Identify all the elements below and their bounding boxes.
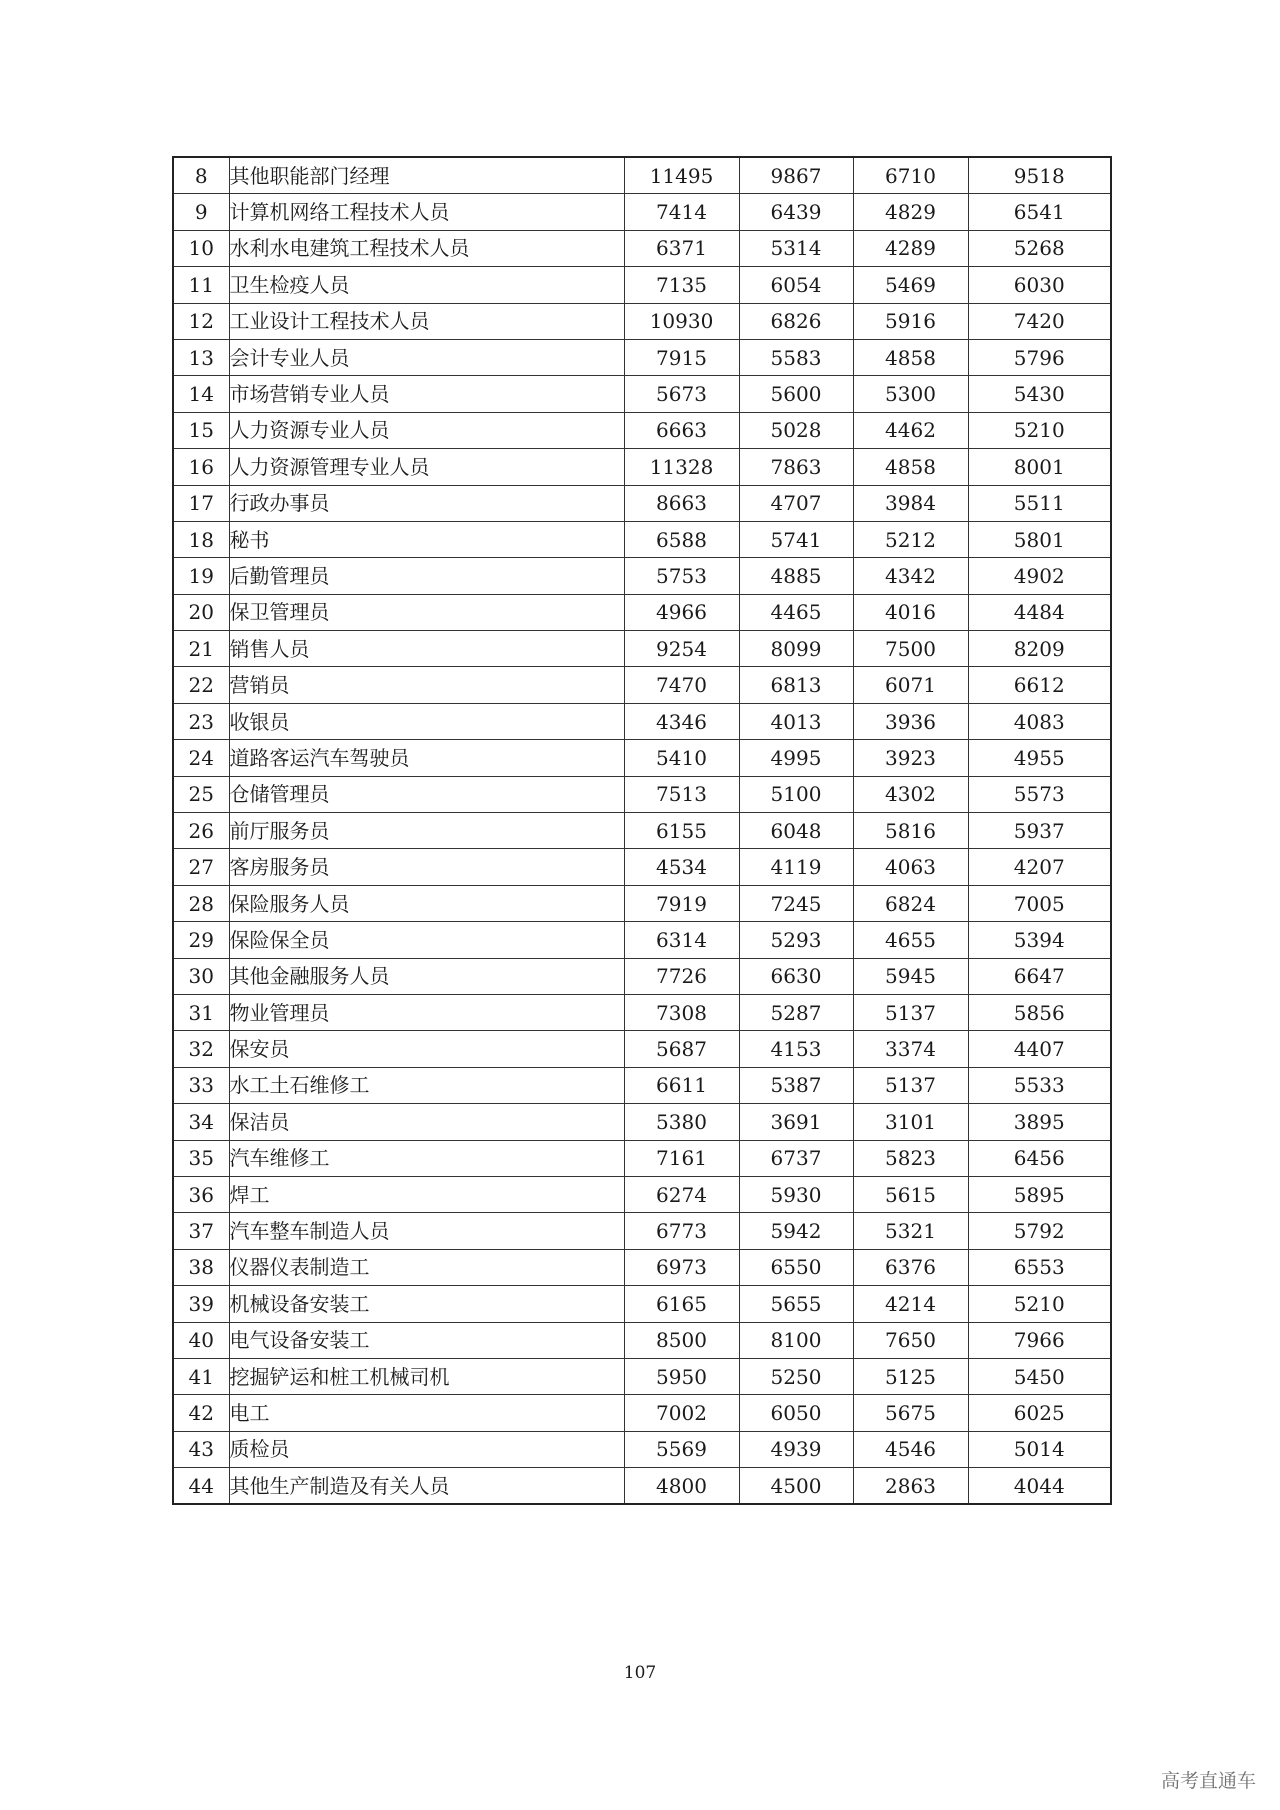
value-cell-1: 5687 [624,1031,739,1067]
value-cell-1: 7726 [624,958,739,994]
table-row [173,521,1111,557]
value-cell-4: 5856 [968,994,1111,1030]
table-row [173,958,1111,994]
value-cell-2: 6439 [739,194,853,230]
value-cell-2: 5314 [739,230,853,266]
row-index-cell: 39 [173,1286,229,1322]
value-cell-1: 7002 [624,1395,739,1431]
occupation-name-cell: 其他生产制造及有关人员 [229,1468,624,1505]
table-row [173,1286,1111,1322]
table-row [173,994,1111,1030]
value-cell-4: 6025 [968,1395,1111,1431]
value-cell-4: 5430 [968,376,1111,412]
value-cell-3: 3984 [853,485,968,521]
value-cell-2: 8099 [739,631,853,667]
value-cell-1: 6611 [624,1067,739,1103]
occupation-name-cell: 保卫管理员 [229,594,624,630]
table-row [173,922,1111,958]
value-cell-2: 5741 [739,521,853,557]
table-row [173,703,1111,739]
table-row [173,157,1111,194]
table-row [173,1468,1111,1505]
page-number: 107 [623,1663,657,1683]
row-index-cell: 8 [173,157,229,194]
table-row [173,412,1111,448]
row-index-cell: 21 [173,631,229,667]
row-index-cell: 28 [173,885,229,921]
table-row [173,1104,1111,1140]
value-cell-4: 6647 [968,958,1111,994]
value-cell-2: 4013 [739,703,853,739]
value-cell-1: 10930 [624,303,739,339]
value-cell-4: 4207 [968,849,1111,885]
value-cell-3: 4063 [853,849,968,885]
occupation-name-cell: 汽车维修工 [229,1140,624,1176]
table-row [173,194,1111,230]
value-cell-2: 7863 [739,449,853,485]
value-cell-3: 2863 [853,1468,968,1505]
row-index-cell: 40 [173,1322,229,1358]
row-index-cell: 23 [173,703,229,739]
occupation-name-cell: 销售人员 [229,631,624,667]
value-cell-2: 4500 [739,1468,853,1505]
occupation-name-cell: 营销员 [229,667,624,703]
row-index-cell: 12 [173,303,229,339]
value-cell-3: 3101 [853,1104,968,1140]
value-cell-1: 6274 [624,1176,739,1212]
row-index-cell: 30 [173,958,229,994]
value-cell-4: 6030 [968,267,1111,303]
value-cell-2: 6050 [739,1395,853,1431]
value-cell-1: 11495 [624,157,739,194]
row-index-cell: 18 [173,521,229,557]
value-cell-1: 6973 [624,1249,739,1285]
value-cell-1: 5753 [624,558,739,594]
table-row [173,230,1111,266]
value-cell-3: 4655 [853,922,968,958]
occupation-name-cell: 工业设计工程技术人员 [229,303,624,339]
value-cell-2: 5100 [739,776,853,812]
row-index-cell: 20 [173,594,229,630]
value-cell-4: 8209 [968,631,1111,667]
value-cell-1: 7161 [624,1140,739,1176]
row-index-cell: 33 [173,1067,229,1103]
occupation-name-cell: 前厅服务员 [229,813,624,849]
row-index-cell: 17 [173,485,229,521]
row-index-cell: 19 [173,558,229,594]
occupation-name-cell: 水工土石维修工 [229,1067,624,1103]
occupation-name-cell: 保险保全员 [229,922,624,958]
value-cell-2: 6737 [739,1140,853,1176]
value-cell-2: 9867 [739,157,853,194]
value-cell-4: 9518 [968,157,1111,194]
value-cell-4: 5511 [968,485,1111,521]
value-cell-1: 6165 [624,1286,739,1322]
occupation-name-cell: 市场营销专业人员 [229,376,624,412]
value-cell-4: 4484 [968,594,1111,630]
occupation-name-cell: 保洁员 [229,1104,624,1140]
value-cell-3: 5816 [853,813,968,849]
value-cell-1: 5410 [624,740,739,776]
value-cell-3: 5125 [853,1358,968,1394]
value-cell-4: 5450 [968,1358,1111,1394]
row-index-cell: 10 [173,230,229,266]
value-cell-4: 8001 [968,449,1111,485]
value-cell-3: 4302 [853,776,968,812]
row-index-cell: 43 [173,1431,229,1467]
value-cell-3: 4342 [853,558,968,594]
occupation-name-cell: 仪器仪表制造工 [229,1249,624,1285]
value-cell-1: 6155 [624,813,739,849]
row-index-cell: 37 [173,1213,229,1249]
value-cell-3: 4289 [853,230,968,266]
value-cell-4: 6541 [968,194,1111,230]
value-cell-2: 6630 [739,958,853,994]
row-index-cell: 41 [173,1358,229,1394]
occupation-name-cell: 人力资源管理专业人员 [229,449,624,485]
table-row [173,667,1111,703]
value-cell-4: 7420 [968,303,1111,339]
table-row [173,1176,1111,1212]
value-cell-3: 5675 [853,1395,968,1431]
value-cell-2: 5930 [739,1176,853,1212]
row-index-cell: 36 [173,1176,229,1212]
value-cell-4: 5801 [968,521,1111,557]
row-index-cell: 29 [173,922,229,958]
table-row [173,885,1111,921]
value-cell-1: 6371 [624,230,739,266]
table-row [173,376,1111,412]
occupation-name-cell: 其他金融服务人员 [229,958,624,994]
row-index-cell: 9 [173,194,229,230]
table-row [173,1213,1111,1249]
value-cell-1: 6314 [624,922,739,958]
occupation-name-cell: 保险服务人员 [229,885,624,921]
value-cell-2: 4995 [739,740,853,776]
occupation-name-cell: 焊工 [229,1176,624,1212]
value-cell-3: 6710 [853,157,968,194]
value-cell-4: 6553 [968,1249,1111,1285]
row-index-cell: 31 [173,994,229,1030]
occupation-name-cell: 挖掘铲运和桩工机械司机 [229,1358,624,1394]
value-cell-3: 4829 [853,194,968,230]
value-cell-1: 6588 [624,521,739,557]
value-cell-3: 4858 [853,449,968,485]
value-cell-2: 5287 [739,994,853,1030]
table-row [173,631,1111,667]
value-cell-1: 7915 [624,339,739,375]
value-cell-2: 5600 [739,376,853,412]
row-index-cell: 32 [173,1031,229,1067]
row-index-cell: 13 [173,339,229,375]
value-cell-3: 6071 [853,667,968,703]
value-cell-2: 5293 [739,922,853,958]
value-cell-1: 4966 [624,594,739,630]
occupation-name-cell: 收银员 [229,703,624,739]
table-row [173,485,1111,521]
table-row [173,1431,1111,1467]
row-index-cell: 16 [173,449,229,485]
occupation-name-cell: 物业管理员 [229,994,624,1030]
value-cell-4: 6612 [968,667,1111,703]
value-cell-4: 3895 [968,1104,1111,1140]
value-cell-1: 5569 [624,1431,739,1467]
occupation-name-cell: 后勤管理员 [229,558,624,594]
value-cell-4: 4902 [968,558,1111,594]
value-cell-4: 4083 [968,703,1111,739]
value-cell-1: 7414 [624,194,739,230]
table-row [173,1140,1111,1176]
watermark-text: 高考直通车 [1160,1770,1256,1792]
value-cell-2: 6054 [739,267,853,303]
value-cell-3: 6824 [853,885,968,921]
value-cell-4: 5792 [968,1213,1111,1249]
value-cell-2: 4939 [739,1431,853,1467]
occupation-name-cell: 仓储管理员 [229,776,624,812]
row-index-cell: 14 [173,376,229,412]
row-index-cell: 26 [173,813,229,849]
value-cell-4: 5796 [968,339,1111,375]
row-index-cell: 24 [173,740,229,776]
value-cell-3: 3923 [853,740,968,776]
value-cell-2: 8100 [739,1322,853,1358]
value-cell-2: 6048 [739,813,853,849]
value-cell-2: 7245 [739,885,853,921]
occupation-name-cell: 电工 [229,1395,624,1431]
table-row [173,1031,1111,1067]
value-cell-3: 5615 [853,1176,968,1212]
table-row [173,1249,1111,1285]
value-cell-3: 3936 [853,703,968,739]
value-cell-3: 3374 [853,1031,968,1067]
value-cell-3: 4858 [853,339,968,375]
value-cell-4: 5268 [968,230,1111,266]
occupation-name-cell: 计算机网络工程技术人员 [229,194,624,230]
row-index-cell: 44 [173,1468,229,1505]
value-cell-2: 5583 [739,339,853,375]
table-row [173,813,1111,849]
table-row [173,1067,1111,1103]
value-cell-4: 5895 [968,1176,1111,1212]
table-row [173,558,1111,594]
table-row [173,267,1111,303]
occupation-name-cell: 秘书 [229,521,624,557]
row-index-cell: 25 [173,776,229,812]
wage-table [172,156,1112,1505]
occupation-name-cell: 汽车整车制造人员 [229,1213,624,1249]
table-body [173,157,1111,1504]
value-cell-3: 5321 [853,1213,968,1249]
value-cell-2: 6550 [739,1249,853,1285]
value-cell-3: 5212 [853,521,968,557]
value-cell-3: 5916 [853,303,968,339]
table-row [173,1395,1111,1431]
value-cell-3: 5945 [853,958,968,994]
value-cell-3: 7500 [853,631,968,667]
value-cell-2: 5387 [739,1067,853,1103]
value-cell-1: 11328 [624,449,739,485]
value-cell-2: 4119 [739,849,853,885]
value-cell-2: 4153 [739,1031,853,1067]
occupation-name-cell: 机械设备安装工 [229,1286,624,1322]
table-row [173,1322,1111,1358]
value-cell-4: 5014 [968,1431,1111,1467]
occupation-name-cell: 电气设备安装工 [229,1322,624,1358]
table-row [173,339,1111,375]
value-cell-1: 7919 [624,885,739,921]
occupation-name-cell: 人力资源专业人员 [229,412,624,448]
table-row [173,303,1111,339]
value-cell-1: 7470 [624,667,739,703]
value-cell-4: 4044 [968,1468,1111,1505]
value-cell-1: 4346 [624,703,739,739]
value-cell-3: 4016 [853,594,968,630]
value-cell-3: 4214 [853,1286,968,1322]
table-row [173,1358,1111,1394]
value-cell-2: 3691 [739,1104,853,1140]
row-index-cell: 27 [173,849,229,885]
value-cell-4: 5394 [968,922,1111,958]
value-cell-2: 5028 [739,412,853,448]
value-cell-1: 4800 [624,1468,739,1505]
value-cell-4: 4407 [968,1031,1111,1067]
row-index-cell: 38 [173,1249,229,1285]
value-cell-3: 6376 [853,1249,968,1285]
value-cell-4: 5210 [968,412,1111,448]
value-cell-2: 5250 [739,1358,853,1394]
value-cell-4: 5210 [968,1286,1111,1322]
table-row [173,849,1111,885]
value-cell-1: 8663 [624,485,739,521]
value-cell-2: 4885 [739,558,853,594]
table-row [173,740,1111,776]
value-cell-4: 7966 [968,1322,1111,1358]
value-cell-2: 5942 [739,1213,853,1249]
row-index-cell: 42 [173,1395,229,1431]
value-cell-1: 6773 [624,1213,739,1249]
value-cell-4: 4955 [968,740,1111,776]
value-cell-4: 5533 [968,1067,1111,1103]
value-cell-3: 5137 [853,994,968,1030]
value-cell-2: 4465 [739,594,853,630]
row-index-cell: 15 [173,412,229,448]
occupation-name-cell: 其他职能部门经理 [229,157,624,194]
table-row [173,449,1111,485]
occupation-name-cell: 卫生检疫人员 [229,267,624,303]
value-cell-1: 5380 [624,1104,739,1140]
value-cell-4: 5937 [968,813,1111,849]
value-cell-1: 6663 [624,412,739,448]
value-cell-2: 4707 [739,485,853,521]
occupation-name-cell: 质检员 [229,1431,624,1467]
value-cell-4: 7005 [968,885,1111,921]
value-cell-3: 5137 [853,1067,968,1103]
row-index-cell: 34 [173,1104,229,1140]
value-cell-3: 7650 [853,1322,968,1358]
value-cell-1: 7513 [624,776,739,812]
occupation-name-cell: 道路客运汽车驾驶员 [229,740,624,776]
row-index-cell: 22 [173,667,229,703]
value-cell-1: 7135 [624,267,739,303]
value-cell-2: 6826 [739,303,853,339]
value-cell-3: 4546 [853,1431,968,1467]
table-row [173,594,1111,630]
value-cell-2: 5655 [739,1286,853,1322]
table-row [173,776,1111,812]
value-cell-1: 8500 [624,1322,739,1358]
value-cell-3: 4462 [853,412,968,448]
value-cell-1: 4534 [624,849,739,885]
row-index-cell: 35 [173,1140,229,1176]
value-cell-4: 5573 [968,776,1111,812]
row-index-cell: 11 [173,267,229,303]
occupation-name-cell: 会计专业人员 [229,339,624,375]
value-cell-1: 7308 [624,994,739,1030]
value-cell-3: 5300 [853,376,968,412]
occupation-name-cell: 保安员 [229,1031,624,1067]
occupation-name-cell: 水利水电建筑工程技术人员 [229,230,624,266]
occupation-name-cell: 行政办事员 [229,485,624,521]
value-cell-3: 5469 [853,267,968,303]
value-cell-2: 6813 [739,667,853,703]
value-cell-1: 5673 [624,376,739,412]
value-cell-1: 9254 [624,631,739,667]
occupation-name-cell: 客房服务员 [229,849,624,885]
value-cell-4: 6456 [968,1140,1111,1176]
value-cell-3: 5823 [853,1140,968,1176]
value-cell-1: 5950 [624,1358,739,1394]
